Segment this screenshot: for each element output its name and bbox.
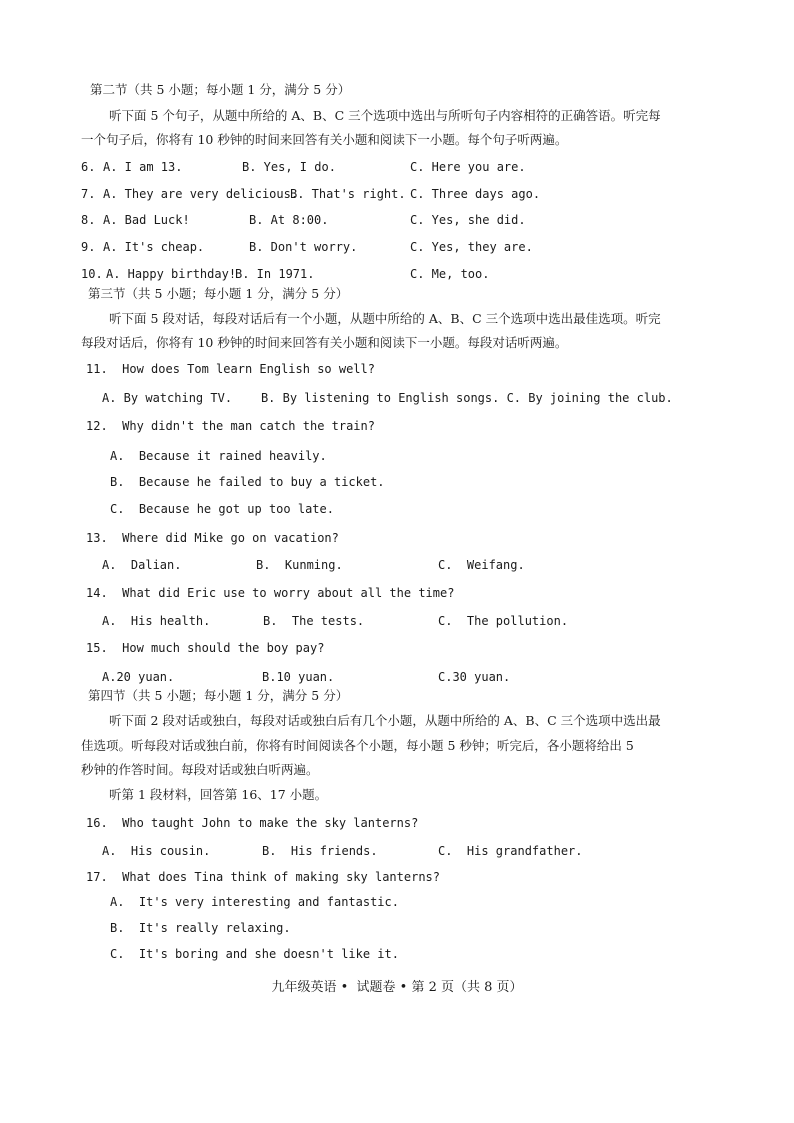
question-stem: 15. How much should the boy pay? bbox=[86, 641, 325, 655]
option-a: A. Dalian. bbox=[102, 558, 182, 572]
material-note: 听第 1 段材料，回答第 16、17 小题。 bbox=[109, 787, 328, 802]
option-a: A. They are very delicious. bbox=[103, 187, 299, 201]
question-number: 10. bbox=[81, 267, 103, 281]
option-a: A. I am 13. bbox=[103, 160, 183, 174]
option-c: C. Here you are. bbox=[410, 160, 526, 174]
instruction-line: 一个句子后，你将有 10 秒钟的时间来回答有关小题和阅读下一小题。每个句子听两遍。 bbox=[81, 132, 568, 147]
option-a: A. Bad Luck! bbox=[103, 213, 190, 227]
section-title: 第三节（共 5 小题；每小题 1 分，满分 5 分） bbox=[88, 286, 349, 301]
question-stem: 16. Who taught John to make the sky lanterns? bbox=[86, 816, 419, 830]
question-number: 8. bbox=[81, 213, 96, 227]
option-c: C. The pollution. bbox=[438, 614, 569, 628]
option-b: B. It's really relaxing. bbox=[110, 921, 291, 935]
question-number: 7. bbox=[81, 187, 96, 201]
question-stem: 11. How does Tom learn English so well? bbox=[86, 362, 375, 376]
question-stem: 17. What does Tina think of making sky lanterns? bbox=[86, 870, 441, 884]
page-footer: 九年级英语 • 试题卷 • 第 2 页（共 8 页） bbox=[271, 980, 523, 995]
section-title: 第四节（共 5 小题；每小题 1 分，满分 5 分） bbox=[88, 688, 349, 703]
option-c: C. It's boring and she doesn't like it. bbox=[110, 947, 399, 961]
option-b: B. The tests. bbox=[263, 614, 365, 628]
option-c: C. Me, too. bbox=[410, 267, 490, 281]
option-a: A. Happy birthday! bbox=[106, 267, 237, 281]
option-c: C. Three days ago. bbox=[410, 187, 541, 201]
option-b: B. That's right. bbox=[290, 187, 406, 201]
option-a: A. Because it rained heavily. bbox=[110, 449, 327, 463]
option-a: A. It's very interesting and fantastic. bbox=[110, 895, 399, 909]
option-b: B. Kunming. bbox=[256, 558, 343, 572]
option-b: B. Yes, I do. bbox=[242, 160, 336, 174]
option-b: B.10 yuan. bbox=[262, 670, 335, 684]
question-stem: 13. Where did Mike go on vacation? bbox=[86, 531, 339, 545]
option-c: C.30 yuan. bbox=[438, 670, 511, 684]
option-a: A. His cousin. bbox=[102, 844, 211, 858]
option-b: B. His friends. bbox=[262, 844, 378, 858]
question-number: 9. bbox=[81, 240, 96, 254]
options-line: A. By watching TV. B. By listening to English songs. C. By joining the club. bbox=[102, 391, 673, 405]
option-c: C. Because he got up too late. bbox=[110, 502, 334, 516]
question-stem: 14. What did Eric use to worry about all the time? bbox=[86, 586, 455, 600]
instruction-line: 听下面 5 段对话，每段对话后有一个小题，从题中所给的 A、B、C 三个选项中选出最佳选项。听完 bbox=[109, 311, 661, 326]
instruction-line: 每段对话后，你将有 10 秒钟的时间来回答有关小题和阅读下一小题。每段对话听两遍。 bbox=[81, 335, 568, 350]
option-c: C. His grandfather. bbox=[438, 844, 583, 858]
option-c: C. Yes, they are. bbox=[410, 240, 533, 254]
option-a: A. His health. bbox=[102, 614, 211, 628]
option-c: C. Weifang. bbox=[438, 558, 525, 572]
option-c: C. Yes, she did. bbox=[410, 213, 526, 227]
instruction-line: 佳选项。听每段对话或独白前，你将有时间阅读各个小题，每小题 5 秒钟；听完后，各小题将给出 5 bbox=[81, 738, 634, 753]
option-a: A.20 yuan. bbox=[102, 670, 175, 684]
option-b: B. Don't worry. bbox=[249, 240, 358, 254]
option-b: B. Because he failed to buy a ticket. bbox=[110, 475, 385, 489]
option-b: B. At 8:00. bbox=[249, 213, 329, 227]
option-a: A. It's cheap. bbox=[103, 240, 205, 254]
section-title: 第二节（共 5 小题；每小题 1 分，满分 5 分） bbox=[90, 82, 351, 97]
option-b: B. In 1971. bbox=[235, 267, 315, 281]
instruction-line: 秒钟的作答时间。每段对话或独白听两遍。 bbox=[81, 762, 319, 777]
question-number: 6. bbox=[81, 160, 96, 174]
question-stem: 12. Why didn't the man catch the train? bbox=[86, 419, 375, 433]
instruction-line: 听下面 2 段对话或独白，每段对话或独白后有几个小题，从题中所给的 A、B、C 三个选项中选出最 bbox=[109, 713, 661, 728]
instruction-line: 听下面 5 个句子，从题中所给的 A、B、C 三个选项中选出与所听句子内容相符的正确答语。听完每 bbox=[109, 108, 661, 123]
